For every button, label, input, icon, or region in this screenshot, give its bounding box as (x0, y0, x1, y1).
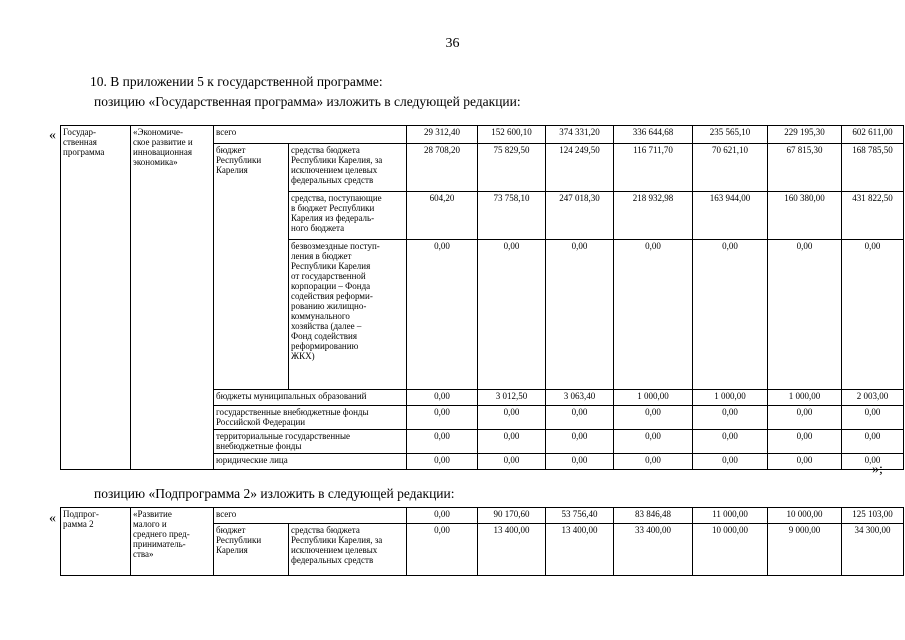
row-label: всего (214, 508, 407, 524)
value-cell: 125 103,00 (842, 508, 904, 524)
row-label: юридические лица (214, 454, 407, 470)
value-cell: 29 312,40 (407, 126, 478, 144)
value-cell: 218 932,98 (614, 192, 693, 240)
program-table (60, 125, 904, 470)
program-name-cell: «Экономиче- ское развитие и инновационная экономика» (131, 126, 214, 470)
program-type-cell: Государ- ственная программа (61, 126, 131, 470)
row-label: средства, поступающие в бюджет Республики Карелия из федераль- ного бюджета (289, 192, 407, 240)
value-cell: 0,00 (546, 406, 614, 430)
value-cell: 0,00 (546, 430, 614, 454)
value-cell: 160 380,00 (768, 192, 842, 240)
subprogram-table (60, 507, 904, 576)
value-cell: 0,00 (478, 430, 546, 454)
open-quote-1: « (49, 128, 56, 143)
value-cell: 0,00 (407, 454, 478, 470)
row-label: средства бюджета Республики Карелия, за исключением целевых федеральных средств (289, 524, 407, 576)
value-cell: 0,00 (842, 454, 904, 470)
value-cell: 604,20 (407, 192, 478, 240)
value-cell: 13 400,00 (546, 524, 614, 576)
value-cell: 229 195,30 (768, 126, 842, 144)
value-cell: 0,00 (614, 240, 693, 390)
heading-position-program: позицию «Государственная программа» изложить в следующей редакции: (94, 94, 521, 109)
value-cell: 0,00 (546, 240, 614, 390)
value-cell: 0,00 (768, 454, 842, 470)
value-cell: 152 600,10 (478, 126, 546, 144)
value-cell: 13 400,00 (478, 524, 546, 576)
value-cell: 602 611,00 (842, 126, 904, 144)
value-cell: 90 170,60 (478, 508, 546, 524)
value-cell: 10 000,00 (768, 508, 842, 524)
value-cell: 53 756,40 (546, 508, 614, 524)
value-cell: 431 822,50 (842, 192, 904, 240)
row-label: территориальные государственные внебюджетные фонды (214, 430, 407, 454)
value-cell: 75 829,50 (478, 144, 546, 192)
value-cell: 163 944,00 (693, 192, 768, 240)
open-quote-2: « (49, 511, 56, 526)
close-quote: »; (872, 462, 883, 477)
subprogram-name-cell: «Развитие малого и среднего пред- приниматель- ства» (131, 508, 214, 576)
value-cell: 0,00 (768, 430, 842, 454)
value-cell: 0,00 (842, 240, 904, 390)
row-label: средства бюджета Республики Карелия, за исключением целевых федеральных средств (289, 144, 407, 192)
value-cell: 0,00 (546, 454, 614, 470)
value-cell: 9 000,00 (768, 524, 842, 576)
heading-item-10: 10. В приложении 5 к государственной программе: (90, 74, 383, 89)
budget-rk-cell: бюджет Республики Карелия (214, 524, 289, 576)
value-cell: 3 063,40 (546, 390, 614, 406)
row-label: бюджеты муниципальных образований (214, 390, 407, 406)
value-cell: 0,00 (478, 240, 546, 390)
value-cell: 28 708,20 (407, 144, 478, 192)
row-label: государственные внебюджетные фонды Российской Федерации (214, 406, 407, 430)
value-cell: 0,00 (614, 406, 693, 430)
value-cell: 1 000,00 (614, 390, 693, 406)
value-cell: 11 000,00 (693, 508, 768, 524)
value-cell: 0,00 (614, 430, 693, 454)
value-cell: 168 785,50 (842, 144, 904, 192)
value-cell: 33 400,00 (614, 524, 693, 576)
value-cell: 124 249,50 (546, 144, 614, 192)
value-cell: 3 012,50 (478, 390, 546, 406)
page-number: 36 (445, 36, 460, 51)
value-cell: 70 621,10 (693, 144, 768, 192)
value-cell: 0,00 (693, 454, 768, 470)
value-cell: 0,00 (768, 406, 842, 430)
row-label: всего (214, 126, 407, 144)
value-cell: 116 711,70 (614, 144, 693, 192)
value-cell: 0,00 (693, 430, 768, 454)
value-cell: 10 000,00 (693, 524, 768, 576)
value-cell: 0,00 (407, 524, 478, 576)
value-cell: 0,00 (478, 406, 546, 430)
value-cell: 1 000,00 (768, 390, 842, 406)
value-cell: 0,00 (407, 430, 478, 454)
value-cell: 0,00 (478, 454, 546, 470)
value-cell: 336 644,68 (614, 126, 693, 144)
value-cell: 67 815,30 (768, 144, 842, 192)
value-cell: 0,00 (842, 430, 904, 454)
value-cell: 0,00 (407, 240, 478, 390)
value-cell: 0,00 (407, 508, 478, 524)
row-label: безвозмездные поступ- ления в бюджет Республики Карелия от государственной корпорации – Фонда содействия реформи- рованию жилищно- коммунального хозяйства (далее – Фонд содействия реформированию ЖКХ) (289, 240, 407, 390)
value-cell: 235 565,10 (693, 126, 768, 144)
value-cell: 0,00 (693, 406, 768, 430)
value-cell: 0,00 (614, 454, 693, 470)
value-cell: 0,00 (407, 390, 478, 406)
value-cell: 0,00 (693, 240, 768, 390)
value-cell: 0,00 (407, 406, 478, 430)
value-cell: 1 000,00 (693, 390, 768, 406)
value-cell: 83 846,48 (614, 508, 693, 524)
value-cell: 0,00 (768, 240, 842, 390)
value-cell: 0,00 (842, 406, 904, 430)
value-cell: 374 331,20 (546, 126, 614, 144)
value-cell: 247 018,30 (546, 192, 614, 240)
value-cell: 73 758,10 (478, 192, 546, 240)
subprogram-type-cell: Подпрог- рамма 2 (61, 508, 131, 576)
heading-position-subprogram: позицию «Подпрограмма 2» изложить в следующей редакции: (94, 486, 455, 501)
value-cell: 34 300,00 (842, 524, 904, 576)
value-cell: 2 003,00 (842, 390, 904, 406)
budget-rk-cell: бюджет Республики Карелия (214, 144, 289, 390)
